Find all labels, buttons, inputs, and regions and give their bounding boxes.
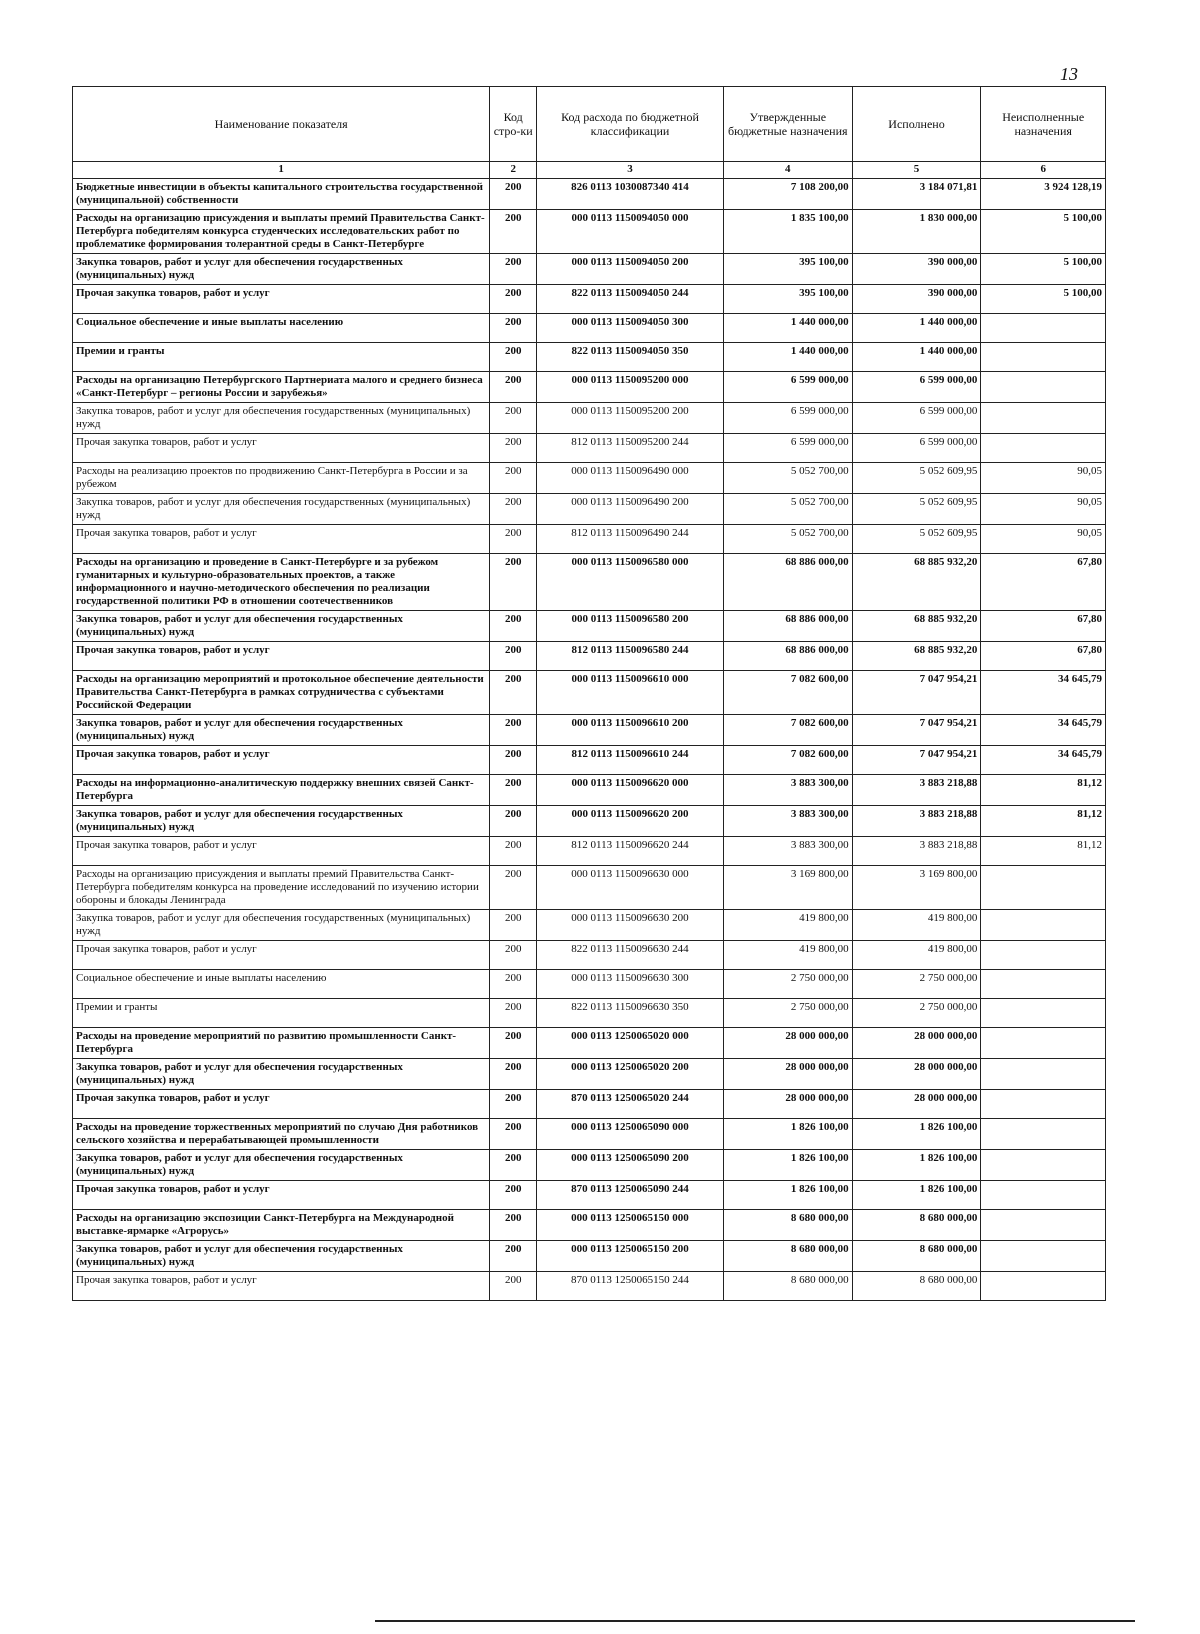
cell-approved: 7 108 200,00 — [723, 179, 852, 210]
cell-approved: 395 100,00 — [723, 285, 852, 314]
table-row — [73, 179, 1106, 210]
table-row — [73, 434, 1106, 463]
cell-line-code: 200 — [490, 1272, 537, 1301]
budget-execution-table — [72, 86, 1106, 1301]
cell-approved: 3 883 300,00 — [723, 775, 852, 806]
cell-name: Премии и гранты — [73, 999, 490, 1028]
cell-line-code: 200 — [490, 1181, 537, 1210]
cell-approved: 1 440 000,00 — [723, 343, 852, 372]
cell-name: Закупка товаров, работ и услуг для обеспечения государственных (муниципальных) нужд — [73, 403, 490, 434]
table-row — [73, 372, 1106, 403]
column-number-row — [73, 162, 1106, 179]
cell-classification-code: 000 0113 1250065090 200 — [537, 1150, 724, 1181]
cell-executed: 68 885 932,20 — [852, 611, 981, 642]
cell-line-code: 200 — [490, 970, 537, 999]
cell-executed: 5 052 609,95 — [852, 494, 981, 525]
cell-name: Расходы на информационно-аналитическую поддержку внешних связей Санкт-Петербурга — [73, 775, 490, 806]
cell-executed: 5 052 609,95 — [852, 463, 981, 494]
table-row — [73, 525, 1106, 554]
cell-classification-code: 000 0113 1250065150 200 — [537, 1241, 724, 1272]
table-row — [73, 1028, 1106, 1059]
cell-classification-code: 000 0113 1150096610 000 — [537, 671, 724, 715]
cell-classification-code: 812 0113 1150096620 244 — [537, 837, 724, 866]
cell-classification-code: 812 0113 1150096490 244 — [537, 525, 724, 554]
cell-unexecuted — [981, 910, 1106, 941]
cell-unexecuted — [981, 372, 1106, 403]
cell-executed: 68 885 932,20 — [852, 642, 981, 671]
cell-name: Расходы на организацию экспозиции Санкт-Петербурга на Международной выставке-ярмарке «Агрорусь» — [73, 1210, 490, 1241]
table-row — [73, 463, 1106, 494]
cell-classification-code: 812 0113 1150096580 244 — [537, 642, 724, 671]
header-line-code: Код стро-ки — [490, 87, 537, 162]
cell-classification-code: 000 0113 1150096630 000 — [537, 866, 724, 910]
table-row — [73, 1181, 1106, 1210]
cell-classification-code: 870 0113 1250065020 244 — [537, 1090, 724, 1119]
cell-unexecuted: 5 100,00 — [981, 254, 1106, 285]
cell-name: Расходы на реализацию проектов по продвижению Санкт-Петербурга в России и за рубежом — [73, 463, 490, 494]
cell-unexecuted — [981, 1090, 1106, 1119]
table-row — [73, 554, 1106, 611]
table-row — [73, 1119, 1106, 1150]
cell-name: Расходы на организацию и проведение в Санкт-Петербурге и за рубежом гуманитарных и культурно-образовательных проектов, а также информационного и научно-методического обеспечения по реализации государственной политики РФ в отношении соотечественников — [73, 554, 490, 611]
cell-name: Бюджетные инвестиции в объекты капитального строительства государственной (муниципальной) собственности — [73, 179, 490, 210]
cell-classification-code: 000 0113 1250065150 000 — [537, 1210, 724, 1241]
cell-unexecuted — [981, 999, 1106, 1028]
cell-line-code: 200 — [490, 1150, 537, 1181]
cell-classification-code: 822 0113 1150094050 350 — [537, 343, 724, 372]
cell-name: Прочая закупка товаров, работ и услуг — [73, 941, 490, 970]
cell-approved: 1 826 100,00 — [723, 1181, 852, 1210]
cell-unexecuted: 67,80 — [981, 554, 1106, 611]
table-row — [73, 1059, 1106, 1090]
column-number: 5 — [852, 162, 981, 179]
cell-executed: 8 680 000,00 — [852, 1272, 981, 1301]
cell-executed: 1 826 100,00 — [852, 1150, 981, 1181]
cell-name: Расходы на организацию Петербургского Партнериата малого и среднего бизнеса «Санкт-Петербург – регионы России и зарубежья» — [73, 372, 490, 403]
column-number: 4 — [723, 162, 852, 179]
cell-unexecuted — [981, 434, 1106, 463]
cell-approved: 28 000 000,00 — [723, 1028, 852, 1059]
cell-classification-code: 822 0113 1150094050 244 — [537, 285, 724, 314]
cell-classification-code: 000 0113 1250065020 200 — [537, 1059, 724, 1090]
cell-line-code: 200 — [490, 210, 537, 254]
cell-executed: 28 000 000,00 — [852, 1028, 981, 1059]
cell-line-code: 200 — [490, 715, 537, 746]
cell-name: Социальное обеспечение и иные выплаты населению — [73, 970, 490, 999]
cell-approved: 419 800,00 — [723, 941, 852, 970]
cell-line-code: 200 — [490, 1059, 537, 1090]
table-row — [73, 746, 1106, 775]
cell-classification-code: 000 0113 1250065020 000 — [537, 1028, 724, 1059]
cell-approved: 395 100,00 — [723, 254, 852, 285]
cell-line-code: 200 — [490, 343, 537, 372]
cell-unexecuted: 5 100,00 — [981, 210, 1106, 254]
cell-executed: 7 047 954,21 — [852, 715, 981, 746]
cell-unexecuted — [981, 970, 1106, 999]
cell-line-code: 200 — [490, 554, 537, 611]
cell-unexecuted: 81,12 — [981, 837, 1106, 866]
table-row — [73, 642, 1106, 671]
cell-approved: 1 440 000,00 — [723, 314, 852, 343]
cell-classification-code: 000 0113 1150095200 200 — [537, 403, 724, 434]
cell-line-code: 200 — [490, 403, 537, 434]
cell-approved: 3 883 300,00 — [723, 837, 852, 866]
table-row — [73, 343, 1106, 372]
table-row — [73, 671, 1106, 715]
cell-unexecuted: 90,05 — [981, 525, 1106, 554]
table-row — [73, 1090, 1106, 1119]
cell-approved: 28 000 000,00 — [723, 1090, 852, 1119]
column-number: 6 — [981, 162, 1106, 179]
cell-classification-code: 000 0113 1150094050 300 — [537, 314, 724, 343]
cell-approved: 5 052 700,00 — [723, 494, 852, 525]
cell-approved: 6 599 000,00 — [723, 372, 852, 403]
table-row — [73, 285, 1106, 314]
cell-approved: 7 082 600,00 — [723, 715, 852, 746]
cell-classification-code: 000 0113 1150094050 000 — [537, 210, 724, 254]
header-row — [73, 87, 1106, 162]
cell-unexecuted — [981, 1028, 1106, 1059]
cell-line-code: 200 — [490, 179, 537, 210]
cell-classification-code: 812 0113 1150095200 244 — [537, 434, 724, 463]
cell-classification-code: 000 0113 1150096490 000 — [537, 463, 724, 494]
cell-executed: 7 047 954,21 — [852, 746, 981, 775]
cell-name: Расходы на проведение торжественных мероприятий по случаю Дня работников сельского хозяйства и перерабатывающей промышленности — [73, 1119, 490, 1150]
cell-classification-code: 000 0113 1150094050 200 — [537, 254, 724, 285]
cell-approved: 8 680 000,00 — [723, 1210, 852, 1241]
cell-unexecuted — [981, 403, 1106, 434]
cell-unexecuted: 5 100,00 — [981, 285, 1106, 314]
cell-line-code: 200 — [490, 642, 537, 671]
cell-classification-code: 000 0113 1150096620 200 — [537, 806, 724, 837]
cell-name: Прочая закупка товаров, работ и услуг — [73, 525, 490, 554]
cell-classification-code: 000 0113 1150096620 000 — [537, 775, 724, 806]
cell-executed: 1 830 000,00 — [852, 210, 981, 254]
cell-approved: 6 599 000,00 — [723, 403, 852, 434]
cell-executed: 68 885 932,20 — [852, 554, 981, 611]
cell-line-code: 200 — [490, 1028, 537, 1059]
cell-name: Закупка товаров, работ и услуг для обеспечения государственных (муниципальных) нужд — [73, 1059, 490, 1090]
cell-classification-code: 870 0113 1250065090 244 — [537, 1181, 724, 1210]
cell-approved: 28 000 000,00 — [723, 1059, 852, 1090]
cell-name: Расходы на организацию присуждения и выплаты премий Правительства Санкт-Петербурга победителям конкурса на проведение исследований по изучению истории обороны и блокады Ленинграда — [73, 866, 490, 910]
table-row — [73, 970, 1106, 999]
cell-unexecuted: 90,05 — [981, 494, 1106, 525]
cell-name: Прочая закупка товаров, работ и услуг — [73, 434, 490, 463]
cell-approved: 1 826 100,00 — [723, 1119, 852, 1150]
cell-approved: 1 835 100,00 — [723, 210, 852, 254]
cell-executed: 8 680 000,00 — [852, 1241, 981, 1272]
cell-name: Прочая закупка товаров, работ и услуг — [73, 837, 490, 866]
cell-name: Закупка товаров, работ и услуг для обеспечения государственных (муниципальных) нужд — [73, 611, 490, 642]
cell-name: Закупка товаров, работ и услуг для обеспечения государственных (муниципальных) нужд — [73, 806, 490, 837]
cell-executed: 5 052 609,95 — [852, 525, 981, 554]
cell-line-code: 200 — [490, 837, 537, 866]
cell-approved: 68 886 000,00 — [723, 554, 852, 611]
cell-classification-code: 822 0113 1150096630 244 — [537, 941, 724, 970]
cell-name: Расходы на организацию присуждения и выплаты премий Правительства Санкт-Петербурга победителям конкурса студенческих исследовательских работ по проблематике формирования толерантной среды в Санкт-Петербурге — [73, 210, 490, 254]
table-row — [73, 254, 1106, 285]
cell-unexecuted — [981, 866, 1106, 910]
cell-executed: 8 680 000,00 — [852, 1210, 981, 1241]
table-row — [73, 403, 1106, 434]
cell-approved: 3 169 800,00 — [723, 866, 852, 910]
cell-classification-code: 000 0113 1150096610 200 — [537, 715, 724, 746]
cell-unexecuted: 90,05 — [981, 463, 1106, 494]
cell-classification-code: 000 0113 1150096630 300 — [537, 970, 724, 999]
cell-line-code: 200 — [490, 1090, 537, 1119]
cell-approved: 6 599 000,00 — [723, 434, 852, 463]
cell-approved: 1 826 100,00 — [723, 1150, 852, 1181]
cell-unexecuted — [981, 1119, 1106, 1150]
cell-name: Премии и гранты — [73, 343, 490, 372]
cell-executed: 2 750 000,00 — [852, 999, 981, 1028]
cell-line-code: 200 — [490, 525, 537, 554]
cell-line-code: 200 — [490, 494, 537, 525]
cell-name: Прочая закупка товаров, работ и услуг — [73, 746, 490, 775]
table-row — [73, 999, 1106, 1028]
cell-name: Прочая закупка товаров, работ и услуг — [73, 1272, 490, 1301]
cell-approved: 8 680 000,00 — [723, 1272, 852, 1301]
cell-line-code: 200 — [490, 1210, 537, 1241]
cell-executed: 28 000 000,00 — [852, 1090, 981, 1119]
cell-line-code: 200 — [490, 372, 537, 403]
cell-executed: 390 000,00 — [852, 285, 981, 314]
cell-name: Закупка товаров, работ и услуг для обеспечения государственных (муниципальных) нужд — [73, 254, 490, 285]
cell-line-code: 200 — [490, 746, 537, 775]
cell-classification-code: 000 0113 1150096580 000 — [537, 554, 724, 611]
cell-classification-code: 822 0113 1150096630 350 — [537, 999, 724, 1028]
cell-unexecuted: 34 645,79 — [981, 746, 1106, 775]
cell-approved: 5 052 700,00 — [723, 525, 852, 554]
cell-name: Закупка товаров, работ и услуг для обеспечения государственных (муниципальных) нужд — [73, 910, 490, 941]
table-row — [73, 1210, 1106, 1241]
cell-line-code: 200 — [490, 1119, 537, 1150]
cell-executed: 6 599 000,00 — [852, 403, 981, 434]
cell-executed: 6 599 000,00 — [852, 372, 981, 403]
cell-line-code: 200 — [490, 999, 537, 1028]
table-row — [73, 1241, 1106, 1272]
cell-approved: 7 082 600,00 — [723, 746, 852, 775]
cell-unexecuted — [981, 1181, 1106, 1210]
cell-line-code: 200 — [490, 463, 537, 494]
cell-classification-code: 000 0113 1250065090 000 — [537, 1119, 724, 1150]
cell-line-code: 200 — [490, 910, 537, 941]
cell-classification-code: 826 0113 1030087340 414 — [537, 179, 724, 210]
table-row — [73, 866, 1106, 910]
cell-executed: 3 169 800,00 — [852, 866, 981, 910]
cell-line-code: 200 — [490, 285, 537, 314]
cell-approved: 3 883 300,00 — [723, 806, 852, 837]
cell-unexecuted — [981, 314, 1106, 343]
cell-name: Расходы на проведение мероприятий по развитию промышленности Санкт-Петербурга — [73, 1028, 490, 1059]
cell-executed: 390 000,00 — [852, 254, 981, 285]
cell-executed: 7 047 954,21 — [852, 671, 981, 715]
cell-unexecuted — [981, 1059, 1106, 1090]
header-approved: Утвержденные бюджетные назначения — [723, 87, 852, 162]
cell-unexecuted: 81,12 — [981, 806, 1106, 837]
cell-approved: 68 886 000,00 — [723, 611, 852, 642]
cell-unexecuted: 3 924 128,19 — [981, 179, 1106, 210]
table-row — [73, 210, 1106, 254]
cell-approved: 419 800,00 — [723, 910, 852, 941]
cell-classification-code: 812 0113 1150096610 244 — [537, 746, 724, 775]
cell-classification-code: 000 0113 1150096630 200 — [537, 910, 724, 941]
cell-name: Прочая закупка товаров, работ и услуг — [73, 642, 490, 671]
table-row — [73, 494, 1106, 525]
cell-executed: 419 800,00 — [852, 910, 981, 941]
cell-executed: 1 440 000,00 — [852, 314, 981, 343]
cell-unexecuted — [981, 1241, 1106, 1272]
cell-unexecuted: 67,80 — [981, 642, 1106, 671]
cell-executed: 1 826 100,00 — [852, 1181, 981, 1210]
cell-approved: 2 750 000,00 — [723, 999, 852, 1028]
cell-unexecuted: 34 645,79 — [981, 715, 1106, 746]
page-number: 13 — [1060, 64, 1078, 84]
cell-name: Закупка товаров, работ и услуг для обеспечения государственных (муниципальных) нужд — [73, 1150, 490, 1181]
table-row — [73, 910, 1106, 941]
cell-line-code: 200 — [490, 941, 537, 970]
column-number: 2 — [490, 162, 537, 179]
cell-name: Расходы на организацию мероприятий и протокольное обеспечение деятельности Правительства Санкт-Петербурга в рамках сотрудничества с субъектами Российской Федерации — [73, 671, 490, 715]
cell-line-code: 200 — [490, 611, 537, 642]
cell-line-code: 200 — [490, 806, 537, 837]
cell-unexecuted — [981, 941, 1106, 970]
table-row — [73, 775, 1106, 806]
cell-name: Социальное обеспечение и иные выплаты населению — [73, 314, 490, 343]
header-executed: Исполнено — [852, 87, 981, 162]
cell-executed: 2 750 000,00 — [852, 970, 981, 999]
table-row — [73, 715, 1106, 746]
table-row — [73, 1272, 1106, 1301]
cell-executed: 1 440 000,00 — [852, 343, 981, 372]
table-row — [73, 314, 1106, 343]
header-unexecuted: Неисполненные назначения — [981, 87, 1106, 162]
table-row — [73, 611, 1106, 642]
cell-line-code: 200 — [490, 1241, 537, 1272]
cell-name: Закупка товаров, работ и услуг для обеспечения государственных (муниципальных) нужд — [73, 715, 490, 746]
cell-unexecuted: 81,12 — [981, 775, 1106, 806]
cell-line-code: 200 — [490, 254, 537, 285]
cell-line-code: 200 — [490, 434, 537, 463]
cell-name: Прочая закупка товаров, работ и услуг — [73, 1181, 490, 1210]
cell-name: Прочая закупка товаров, работ и услуг — [73, 1090, 490, 1119]
cell-unexecuted — [981, 1150, 1106, 1181]
column-number: 1 — [73, 162, 490, 179]
table-row — [73, 1150, 1106, 1181]
cell-executed: 6 599 000,00 — [852, 434, 981, 463]
table-row — [73, 941, 1106, 970]
cell-executed: 419 800,00 — [852, 941, 981, 970]
cell-approved: 8 680 000,00 — [723, 1241, 852, 1272]
cell-approved: 7 082 600,00 — [723, 671, 852, 715]
cell-executed: 28 000 000,00 — [852, 1059, 981, 1090]
header-classification-code: Код расхода по бюджетной классификации — [537, 87, 724, 162]
header-name: Наименование показателя — [73, 87, 490, 162]
cell-line-code: 200 — [490, 775, 537, 806]
cell-approved: 5 052 700,00 — [723, 463, 852, 494]
cell-approved: 68 886 000,00 — [723, 642, 852, 671]
cell-classification-code: 000 0113 1150096490 200 — [537, 494, 724, 525]
cell-executed: 3 883 218,88 — [852, 806, 981, 837]
cell-unexecuted — [981, 1210, 1106, 1241]
cell-unexecuted — [981, 343, 1106, 372]
cell-classification-code: 870 0113 1250065150 244 — [537, 1272, 724, 1301]
cell-line-code: 200 — [490, 314, 537, 343]
cell-executed: 3 184 071,81 — [852, 179, 981, 210]
cell-unexecuted: 67,80 — [981, 611, 1106, 642]
column-number: 3 — [537, 162, 724, 179]
cell-name: Закупка товаров, работ и услуг для обеспечения государственных (муниципальных) нужд — [73, 494, 490, 525]
cell-classification-code: 000 0113 1150095200 000 — [537, 372, 724, 403]
table-row — [73, 837, 1106, 866]
cell-classification-code: 000 0113 1150096580 200 — [537, 611, 724, 642]
cell-name: Прочая закупка товаров, работ и услуг — [73, 285, 490, 314]
cell-approved: 2 750 000,00 — [723, 970, 852, 999]
cell-line-code: 200 — [490, 866, 537, 910]
cell-executed: 3 883 218,88 — [852, 775, 981, 806]
page-bottom-rule — [375, 1620, 1135, 1622]
table-row — [73, 806, 1106, 837]
cell-unexecuted: 34 645,79 — [981, 671, 1106, 715]
cell-executed: 1 826 100,00 — [852, 1119, 981, 1150]
cell-executed: 3 883 218,88 — [852, 837, 981, 866]
cell-unexecuted — [981, 1272, 1106, 1301]
cell-name: Закупка товаров, работ и услуг для обеспечения государственных (муниципальных) нужд — [73, 1241, 490, 1272]
cell-line-code: 200 — [490, 671, 537, 715]
